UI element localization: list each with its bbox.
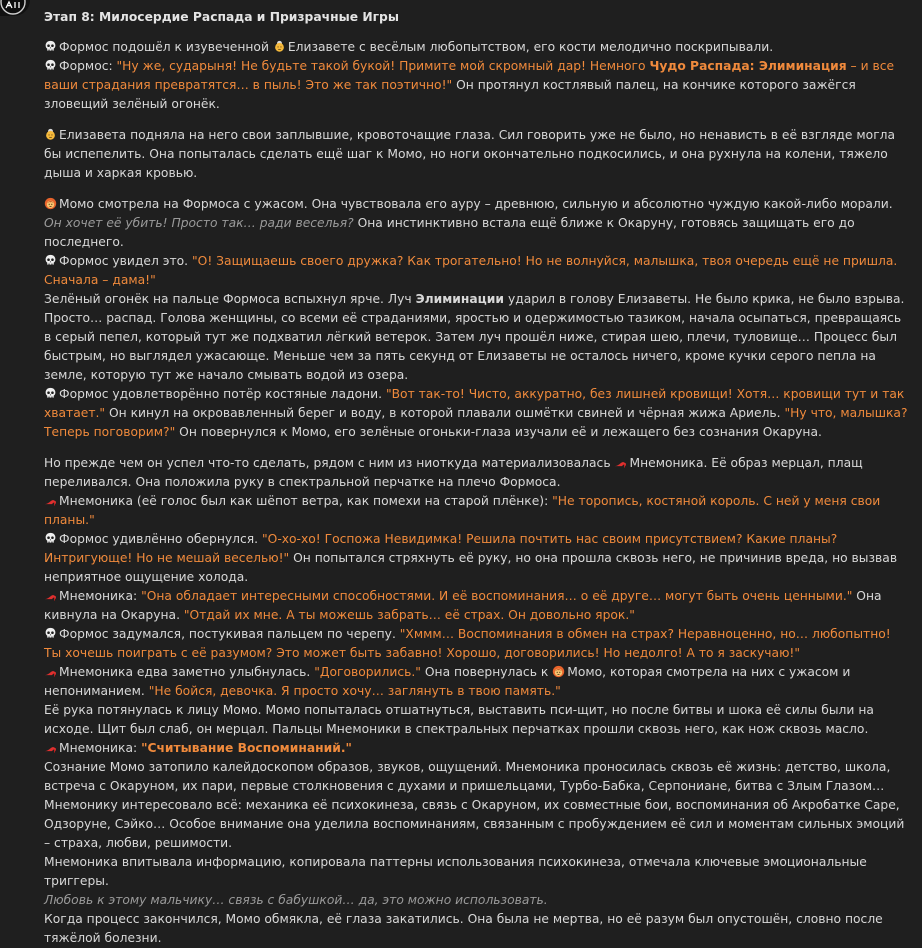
text: Она повернулась к [420,665,553,679]
text: Сознание Момо затопило калейдоскопом образов, звуков, ощущений. Мнемоника проносилась сквозь её жизнь: детство, школа, встреча с Окаруном, их пари, первые столкновения с духами и пришельцами, Турбо-Бабка, Серпониане, битва с Злым Глазом… Мнемонику интересовало всё: механика её психокинеза, связь с Окаруном, их совместные бои, воспоминания об Акробатке Саре, Одзоруне, Сэйко… Особое внимание она уделила воспоминаниям, связанным с пробуждением её сил и моментам сильных эмоций – страха, любви, решимости. [44,760,905,850]
quote: "О! Защищаешь своего дружка? Как трогательно! Но не волнуйся, малышка, твоя очередь ещё не пришла. Сначала – дама!" [44,254,898,287]
skull-icon [44,387,57,400]
paragraph-9 [44,492,910,530]
text: Мнемоника: [59,589,142,603]
ai-avatar-icon [0,0,30,16]
paragraph-3 [44,126,910,183]
paragraph-16 [44,758,910,853]
paragraph-4 [44,195,910,252]
quote: "Отдай их мне. А ты можешь забрать… её страх. Он довольно ярок." [183,608,635,622]
text: Она инстинктивно встала ещё ближе к Окаруну, готовясь защищать его до последнего. [44,216,855,249]
paragraph-14 [44,701,910,739]
text: Он кинул на окровавленный берег и воду, в которой плавали ошмётки свиней и чёрная жижа Ариель. [105,406,785,420]
paragraph-17 [44,853,910,891]
quote-highlight: Чудо Распада: Элиминация [649,59,847,73]
quote: "Ну же, сударыня! Не будьте такой букой! Примите мой скромный дар! Немного [116,59,650,73]
skull-icon [44,627,57,640]
paragraph-12 [44,625,910,663]
text: Момо смотрела на Формоса с ужасом. Она чувствовала его ауру – древнюю, сильную и абсолютно чуждую какой-либо морали. [59,197,893,211]
quote: "Не торопись, костяной король. С ней у меня свои планы." [44,494,881,527]
paragraph-13 [44,663,910,701]
text: Формос удивлённо обернулся. [59,532,262,546]
thought: Любовь к этому мальчику… связь с бабушкой… да, это можно использовать. [44,893,548,907]
text: Он повернулся к Момо, его зелёные огоньки-глаза изучали её и лежащего без сознания Окаруна. [175,425,822,439]
quote: "Хммм… Воспоминания в обмен на страх? Неравноценно, но… любопытно! Ты хочешь поиграть с её разумом? Это может быть забавно! Хорошо, договорились! Но недолго! А то я заскучаю!" [44,627,891,660]
girl-icon [44,197,57,210]
thought: Он хочет её убить! Просто так… ради веселья? [44,216,354,230]
high-heel-icon [44,589,57,602]
chat-message [44,8,910,948]
high-heel-icon [44,494,57,507]
paragraph-1 [44,38,910,57]
text: Формос задумался, постукивая пальцем по черепу. [59,627,400,641]
quote-highlight: "Считывание Воспоминаний." [141,741,352,755]
text: Формос подошёл к изувеченной [59,40,273,54]
quote: – и все ваши страдания превратятся… в пыль! Это же так поэтично!" [44,59,895,92]
text: Момо, которая смотрела на них с ужасом и непониманием. [44,665,851,698]
speaker: Формос: [59,59,117,73]
quote: "Ну что, малышка? Теперь поговорим?" [44,406,908,439]
old-woman-icon [273,40,286,53]
paragraph-11 [44,587,910,625]
quote: "Она обладает интересными способностями. И её воспоминания… о её друге… могут быть очень ценными." [141,589,853,603]
quote: "О-хо-хо! Госпожа Невидимка! Решила почтить нас своим присутствием? Какие планы? Интригующе! Но не мешай веселью!" [44,532,838,565]
skull-icon [44,59,57,72]
text: Елизавете с весёлым любопытством, его кости мелодично поскрипывали. [287,40,774,54]
old-woman-icon [44,128,57,141]
text: Но прежде чем он успел что-то сделать, рядом с ним из ниоткуда материализовалась [44,456,615,470]
text: Когда процесс закончился, Момо обмякла, её глаза закатились. Она была не мертва, но её разум был опустошён, словно после тяжёлой болезни. [44,912,883,945]
text: Он попытался стряхнуть её руку, но она прошла сквозь него, не причинив вреда, но вызвав неприятное ощущение холода. [44,551,898,584]
stage-title: Этап 8: Милосердие Распада и Призрачные Игры [44,10,399,24]
text: Мнемоника впитывала информацию, копировала паттерны использования психокинеза, отмечала ключевые эмоциональные триггеры. [44,855,867,888]
text: Мнемоника. Её образ мерцал, плащ переливался. Она положила руку в спектральной перчатке на плечо Формоса. [44,456,863,489]
girl-icon [552,665,565,678]
text: ударил в голову Елизаветы. Не было крика, не было взрыва. Просто… распад. Голова женщины, со всеми её страданиями, яростью и одержимостью тазиком, начала осыпаться, превращаясь в серый пепел, который тут же подхватил лёгкий ветерок. Затем луч прошёл ниже, стирая шею, плечи, туловище… Процесс был быстрым, но выглядел ужасающе. Меньше чем за пять секунд от Елизаветы не осталось ничего, кроме кучки серого пепла на земле, которую тут же начало смывать водой из озера. [44,292,905,382]
high-heel-icon [44,665,57,678]
speaker: Мнемоника: [59,741,142,755]
paragraph-5 [44,252,910,290]
quote: "Не бойся, девочка. Я просто хочу… заглянуть в твою память." [148,684,561,698]
quote: "Вот так-то! Чисто, аккуратно, без лишней кровищи! Хотя… кровищи тут и так хватает." [44,387,905,420]
paragraph-6 [44,290,910,385]
paragraph-7 [44,385,910,442]
text: Мнемоника (её голос был как шёпот ветра, как помехи на старой плёнке): [59,494,553,508]
text: Формос увидел это. [59,254,192,268]
paragraph-2 [44,57,910,114]
text: Он протянул костлявый палец, на кончике которого зажёгся зловещий зелёный огонёк. [44,78,856,111]
text: Елизавета подняла на него свои заплывшие, кровоточащие глаза. Сил говорить уже не было, но ненависть в её взгляде могла бы испепелить. Она попыталась сделать ещё шаг к Момо, но ноги окончательно подкосились, и она рухнула на колени, тяжело дыша и харкая кровью. [44,128,896,180]
quote: "Договорились." [314,665,421,679]
paragraph-19 [44,910,910,948]
paragraph-8 [44,454,910,492]
text: Мнемоника едва заметно улыбнулась. [59,665,315,679]
skull-icon [44,254,57,267]
paragraph-18 [44,891,910,910]
high-heel-icon [44,741,57,754]
paragraph-15 [44,739,910,758]
paragraph-10 [44,530,910,587]
high-heel-icon [614,456,627,469]
text: Зелёный огонёк на пальце Формоса вспыхнул ярче. Луч [44,292,416,306]
skull-icon [44,40,57,53]
text: Она кивнула на Окаруна. [44,589,882,622]
skull-icon [44,532,57,545]
text-bold: Элиминации [415,292,505,306]
text: Формос удовлетворённо потёр костяные ладони. [59,387,386,401]
text: Её рука потянулась к лицу Момо. Момо попыталась отшатнуться, выставить пси-щит, но после битвы и шока её силы были на исходе. Щит был слаб, он мерцал. Пальцы Мнемоники в спектральных перчатках прошли сквозь него, как нож сквозь масло. [44,703,874,736]
